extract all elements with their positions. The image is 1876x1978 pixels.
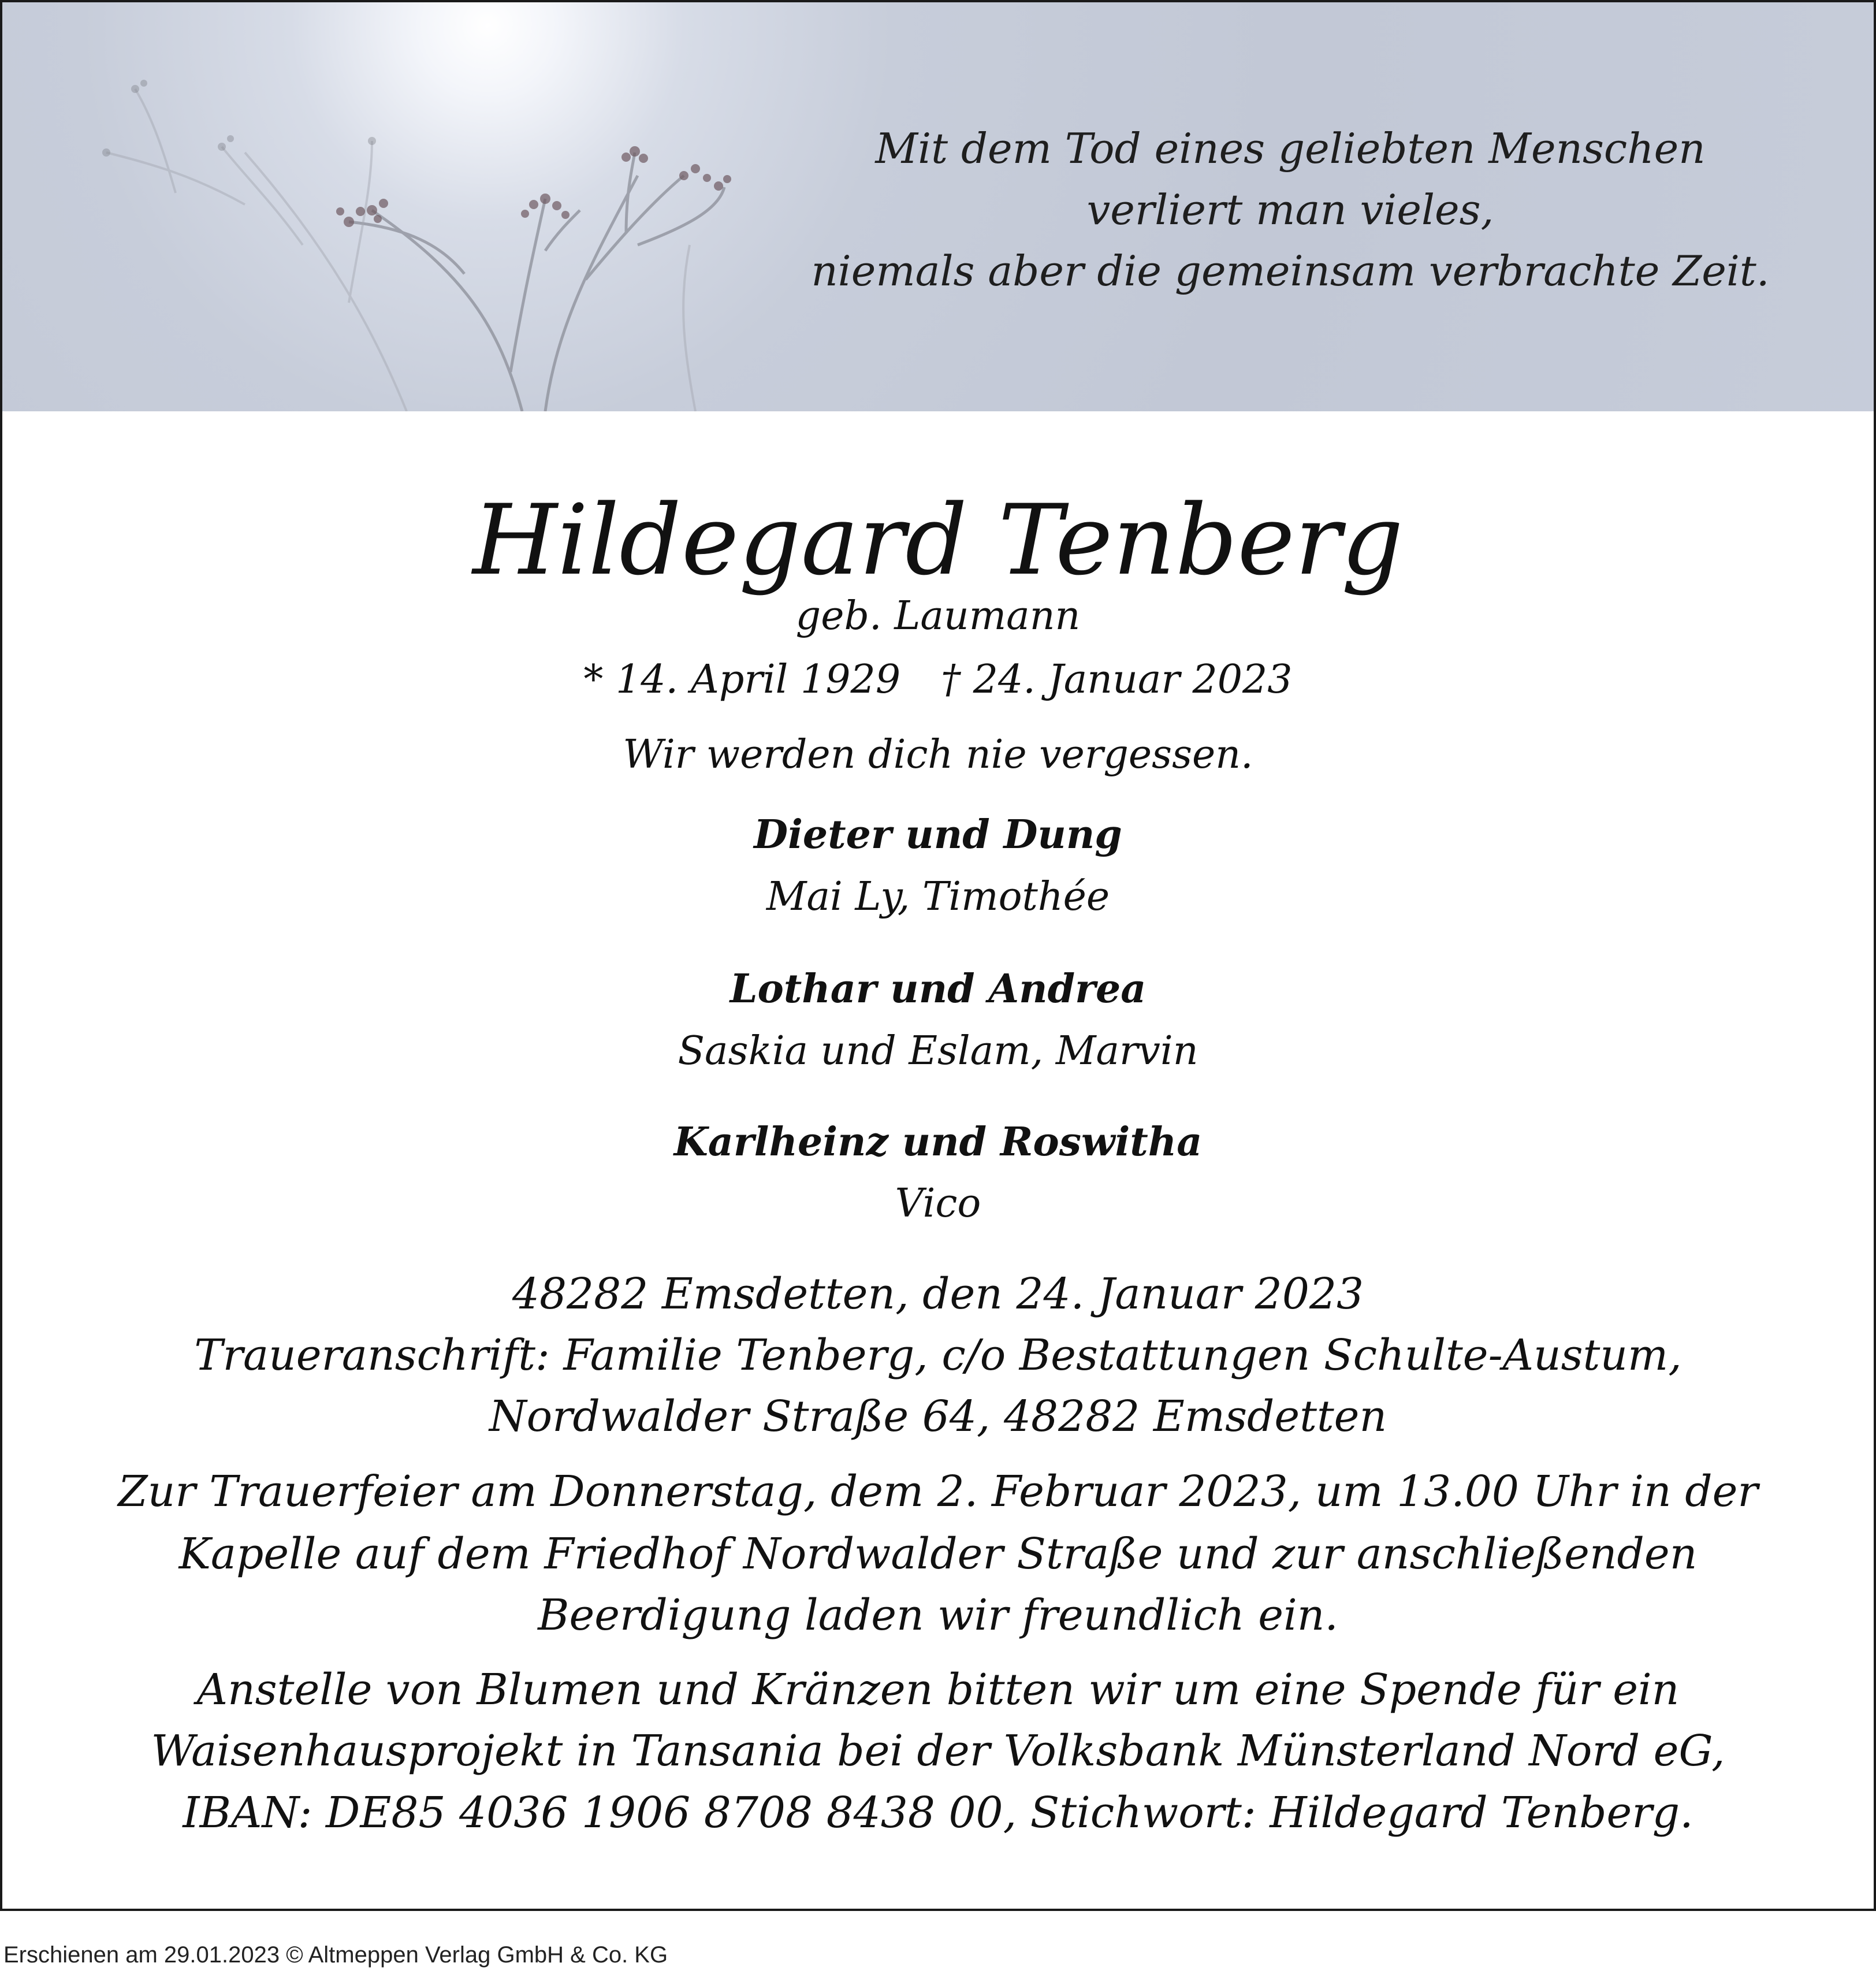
mourner-names: Dieter und Dung — [754, 812, 1122, 858]
mourner-names: Lothar und Andrea — [729, 966, 1147, 1012]
quote-line: Mit dem Tod eines geliebten Menschen — [875, 124, 1706, 173]
mourner-names: Karlheinz und Roswitha — [673, 1119, 1203, 1165]
ceremony-text: Beerdigung laden wir freundlich ein. — [538, 1590, 1338, 1640]
place-date: 48282 Emsdetten, den 24. Januar 2023 — [512, 1269, 1364, 1319]
deceased-name: Hildegard Tenberg — [472, 484, 1404, 597]
publication-footer: Erschienen am 29.01.2023 © Altmeppen Verlag GmbH & Co. KG — [3, 1942, 668, 1968]
memorial-quote — [799, 118, 1781, 302]
mourner-family: Mai Ly, Timothée — [766, 874, 1110, 920]
mourner-family: Vico — [895, 1181, 981, 1226]
mourner-family: Saskia und Eslam, Marvin — [678, 1028, 1198, 1074]
quote-line: niemals aber die gemeinsam verbrachte Zeit. — [811, 247, 1770, 295]
birth-name: geb. Laumann — [795, 593, 1081, 639]
donation-text: Anstelle von Blumen und Kränzen bitten wir um eine Spende für ein — [196, 1665, 1680, 1715]
mourning-address: Traueranschrift: Familie Tenberg, c/o Bestattungen Schulte-Austum, — [194, 1330, 1682, 1380]
banner-image — [2, 2, 1874, 411]
life-dates — [2, 654, 1874, 706]
mourning-address: Nordwalder Straße 64, 48282 Emsdetten — [489, 1392, 1387, 1441]
farewell-line: Wir werden dich nie vergessen. — [623, 732, 1253, 778]
ceremony-text: Kapelle auf dem Friedhof Nordwalder Straße und zur anschließenden — [178, 1529, 1698, 1579]
ceremony-text: Zur Trauerfeier am Donnerstag, dem 2. Februar 2023, um 13.00 Uhr in der — [118, 1467, 1758, 1516]
birth-date: * 14. April 1929 — [583, 657, 901, 702]
donation-text: IBAN: DE85 4036 1906 8708 8438 00, Stichwort: Hildegard Tenberg. — [183, 1788, 1693, 1838]
donation-text: Waisenhausprojekt in Tansania bei der Volksbank Münsterland Nord eG, — [151, 1726, 1725, 1776]
quote-line: verliert man vieles, — [1086, 185, 1494, 234]
death-date: † 24. Januar 2023 — [941, 657, 1293, 702]
